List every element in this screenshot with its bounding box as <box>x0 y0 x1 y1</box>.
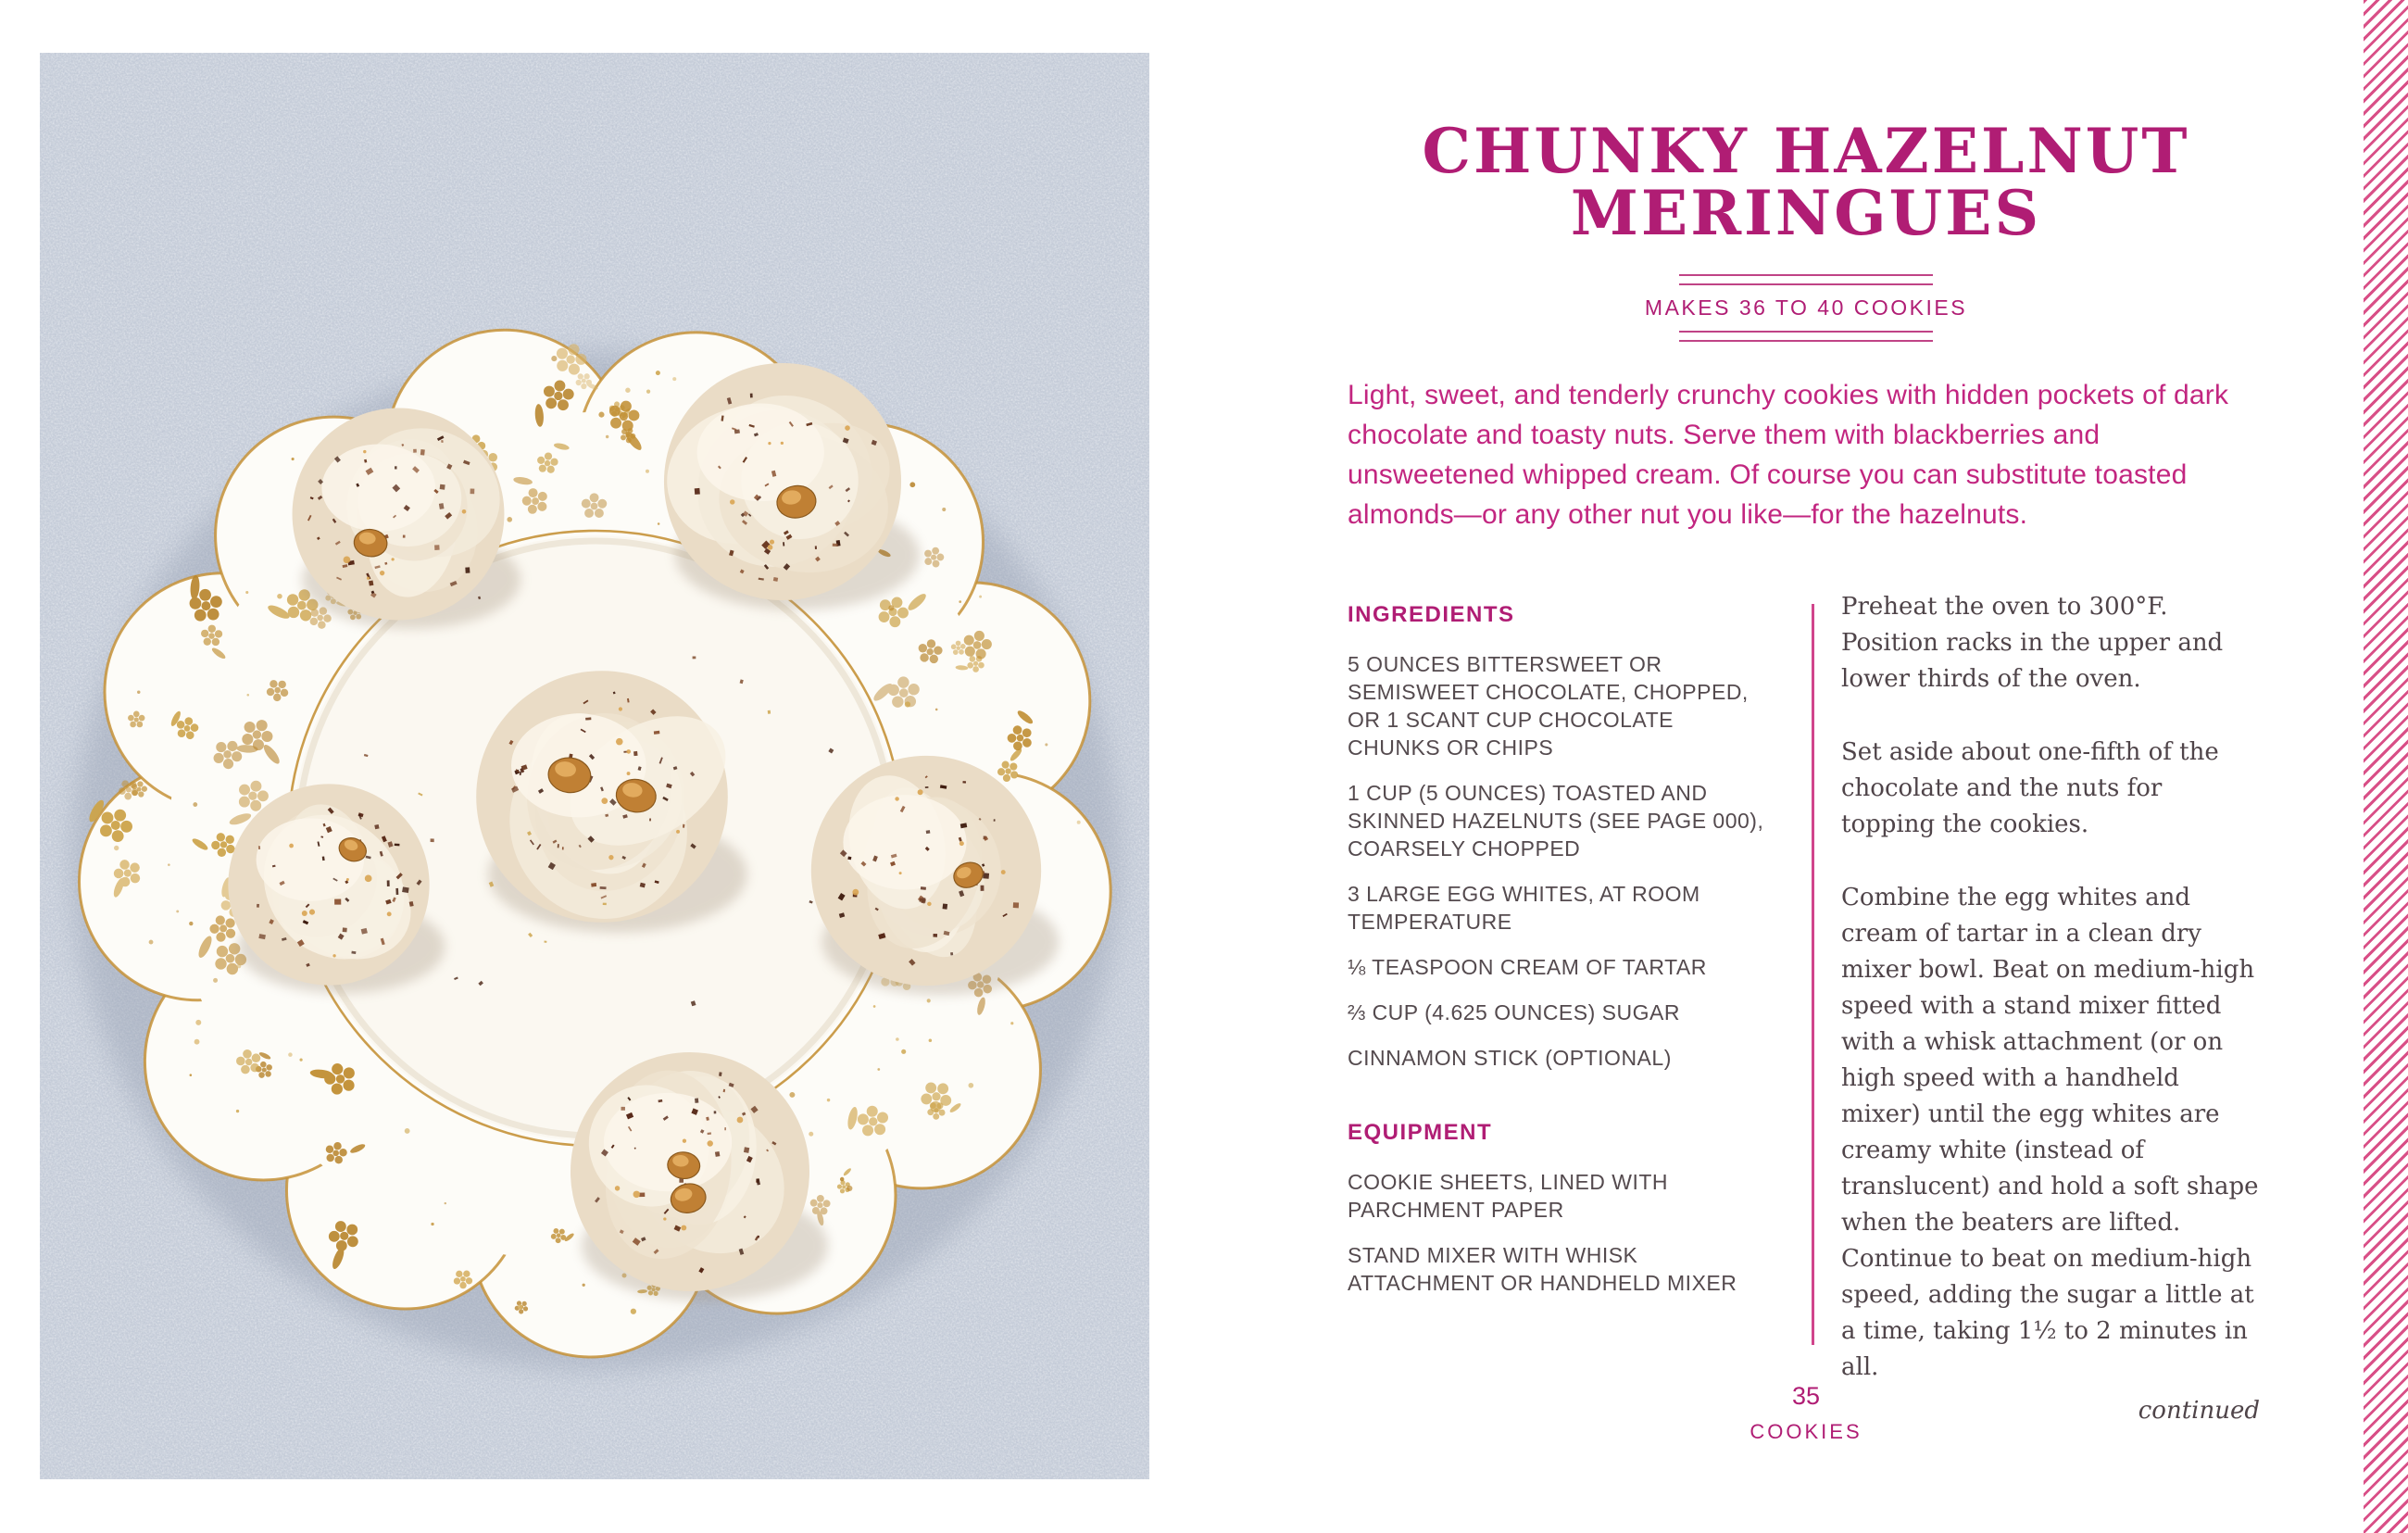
step-paragraph: Preheat the oven to 300°F. Position racks in the upper and lower thirds of the oven. <box>1841 593 2224 693</box>
column-divider-rule <box>1812 604 1814 1345</box>
yield-block <box>1204 274 2408 342</box>
plate-and-meringues <box>71 330 1120 1370</box>
page-number: 35 <box>1791 1382 1821 1410</box>
instructions-column <box>1841 589 2260 1466</box>
double-rule-top <box>1679 274 1933 285</box>
recipe-title-line1: CHUNKY HAZELNUT <box>1422 115 2190 187</box>
recipe-intro: Light, sweet, and tenderly crunchy cookies with hidden pockets of dark chocolate and toasty nuts. Serve them with blackberries and unsweetened whipped cream. Of course you can substitute toasted almonds—or any other nut you like—for the hazelnuts. <box>1348 380 2229 530</box>
right-page <box>1204 0 2408 1533</box>
step-paragraph: Combine the egg whites and cream of tartar in a clean dry mixer bowl. Beat on medium-high speed with a stand mixer fitted with a whisk attachment (or on high speed with a handheld mixer) until the egg whites are creamy white (instead of translucent) and hold a soft shape when the beaters are lifted. Continue to beat on medium-high speed, adding the sugar a little at a time, taking 1½ to 2 minutes in all. <box>1841 884 2259 1381</box>
ingredients-heading: INGREDIENTS <box>1348 602 1515 627</box>
continued-label: continued <box>2138 1397 2260 1425</box>
ingredients-column <box>1348 602 1769 1314</box>
recipe-title-line2: MERINGUES <box>1570 177 2042 249</box>
ingredient-item: 3 LARGE EGG WHITES, AT ROOM TEMPERATURE <box>1348 882 1700 934</box>
recipe-photo <box>40 53 1149 1479</box>
ingredient-item: ⅛ TEASPOON CREAM OF TARTAR <box>1348 955 1707 979</box>
ingredient-item: CINNAMON STICK (OPTIONAL) <box>1348 1046 1672 1070</box>
yield-text: MAKES 36 TO 40 COOKIES <box>1644 295 1968 320</box>
equipment-heading: EQUIPMENT <box>1348 1120 1493 1145</box>
ingredient-item: 1 CUP (5 OUNCES) TOASTED AND SKINNED HAZELNUTS (SEE PAGE 000), COARSELY CHOPPED <box>1348 781 1764 861</box>
ingredient-item: ⅔ CUP (4.625 OUNCES) SUGAR <box>1348 1000 1680 1024</box>
double-rule-bottom <box>1679 331 1933 342</box>
meringue-plate-illustration <box>40 53 1149 1479</box>
step-paragraph: Set aside about one-fifth of the chocolate and the nuts for topping the cookies. <box>1841 738 2219 838</box>
section-label: COOKIES <box>1750 1420 1862 1443</box>
equipment-item: COOKIE SHEETS, LINED WITH PARCHMENT PAPER <box>1348 1170 1669 1222</box>
recipe-title <box>1204 115 2408 249</box>
ingredient-item: 5 OUNCES BITTERSWEET OR SEMISWEET CHOCOLATE, CHOPPED, OR 1 SCANT CUP CHOCOLATE CHUNKS OR CHIPS <box>1348 652 1749 760</box>
equipment-item: STAND MIXER WITH WHISK ATTACHMENT OR HANDHELD MIXER <box>1348 1243 1737 1295</box>
